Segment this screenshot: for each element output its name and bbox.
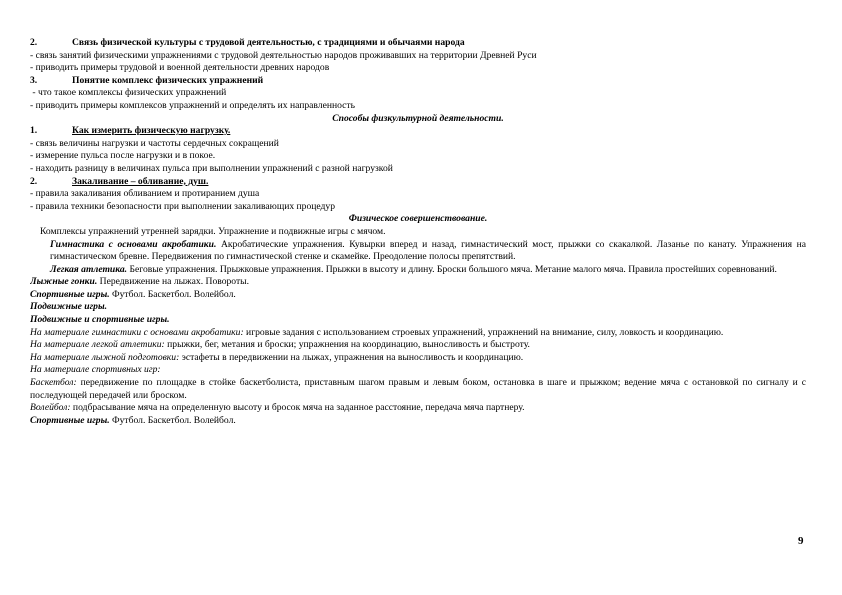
- paragraph-volleyball: [30, 402, 806, 415]
- topic-heading-1: [30, 125, 806, 138]
- paragraph-label: На материале легкой атлетики:: [30, 339, 165, 351]
- topic-heading-2b: [30, 176, 806, 189]
- topic-heading-2: [30, 37, 806, 50]
- topic-number: 1.: [30, 125, 38, 137]
- list-item: - что такое комплексы физических упражнений: [30, 87, 227, 99]
- paragraph-label: Гимнастика с основами акробатики.: [50, 238, 217, 250]
- paragraph-label: На материале лыжной подготовки:: [30, 351, 180, 363]
- list-item: - измерение пульса после нагрузки и в покое.: [30, 150, 216, 162]
- list-item: - связь занятий физическими упражнениями с трудовой деятельностью народов проживавших на территории Древней Руси: [30, 49, 537, 61]
- topic-title: Связь физической культуры с трудовой деятельностью, с традициями и обычаями народа: [72, 37, 465, 48]
- paragraph-label: Волейбол:: [30, 402, 71, 414]
- section-title-methods: Способы физкультурной деятельности.: [332, 112, 504, 124]
- topic-title: Понятие комплекс физических упражнений: [72, 74, 264, 86]
- topic-number: 2.: [30, 175, 38, 187]
- paragraph-text: эстафеты в передвижении на лыжах, упражнения на выносливость и координацию.: [179, 351, 524, 363]
- topic-number: 3.: [30, 74, 38, 86]
- paragraph-text: Беговые упражнения. Прыжковые упражнения. Прыжки в высоту и длину. Броски большого мяча. Метание малого мяча. Правила простейших соревнований.: [127, 263, 777, 275]
- page-number: 9: [798, 535, 804, 547]
- list-item: - правила закаливания обливанием и протиранием душа: [30, 188, 260, 200]
- list-item: - приводить примеры трудовой и военной деятельности древних народов: [30, 62, 330, 74]
- paragraph-sport-games-final: [30, 415, 806, 428]
- list-item: - правила техники безопасности при выполнении закаливающих процедур: [30, 200, 336, 212]
- topic-title: Как измерить физическую нагрузку.: [72, 125, 231, 137]
- list-item: - находить разницу в величинах пульса при выполнении упражнений с разной нагрузкой: [30, 162, 393, 174]
- paragraph-gymnastics-games: [30, 327, 806, 340]
- paragraph-text: подбрасывание мяча на определенную высоту и бросок мяча на заданное расстояние, передача мяча партнеру.: [70, 402, 525, 414]
- paragraph-text: прыжки, бег, метания и броски; упражнения на координацию, выносливость и быстроту.: [164, 339, 530, 351]
- subheading-outdoor-sport-games: Подвижные и спортивные игры.: [30, 314, 170, 326]
- paragraph-sport-games: [30, 289, 806, 302]
- document-body: [30, 37, 806, 427]
- subheading-sport-games-material: На материале спортивных игр:: [30, 364, 161, 376]
- paragraph-ski-games: [30, 352, 806, 365]
- paragraph-skiing: [30, 276, 806, 289]
- section-title-improvement: Физическое совершенствование.: [348, 213, 488, 225]
- paragraph-text: Акробатические упражнения. Кувырки вперед и назад, гимнастический мост, прыжки со скакалкой. Лазанье по канату. Упражнения на гимнастическом бревне. Передвижения по гимнастической стенке и скамейке. Преодоление полосы препятствий.: [50, 238, 806, 263]
- paragraph-text: Передвижение на лыжах. Повороты.: [97, 276, 250, 288]
- paragraph-text: Футбол. Баскетбол. Волейбол.: [109, 288, 236, 300]
- topic-number: 2.: [30, 37, 38, 48]
- paragraph-label: Спортивные игры.: [30, 414, 110, 426]
- paragraph-text: игровые задания с использованием строевых упражнений, упражнений на внимание, силу, ловкость и координацию.: [243, 326, 724, 338]
- paragraph-athletics-games: [30, 339, 806, 352]
- paragraph: Комплексы упражнений утренней зарядки. Упражнение и подвижные игры с мячом.: [40, 225, 386, 237]
- paragraph-text: Футбол. Баскетбол. Волейбол.: [109, 414, 236, 426]
- list-item: - приводить примеры комплексов упражнений и определять их направленность: [30, 99, 355, 111]
- list-item: - связь величины нагрузки и частоты сердечных сокращений: [30, 137, 279, 149]
- subheading-outdoor-games: Подвижные игры.: [30, 301, 108, 313]
- paragraph-gymnastics: [30, 239, 806, 264]
- paragraph-basketball: [30, 377, 806, 402]
- paragraph-athletics: [30, 264, 806, 277]
- topic-heading-3: [30, 75, 806, 88]
- topic-title: Закаливание – обливание, душ.: [72, 175, 209, 187]
- paragraph-label: Спортивные игры.: [30, 288, 110, 300]
- paragraph-label: Легкая атлетика.: [50, 263, 128, 275]
- paragraph-label: Лыжные гонки.: [30, 276, 98, 288]
- paragraph-label: Баскетбол:: [30, 377, 77, 389]
- paragraph-text: передвижение по площадке в стойке баскетболиста, приставным шагом правым и левым боком, остановка в шаге и прыжком; ведение мяча с остановкой по сигналу и с последующей передачей или броском.: [30, 377, 806, 401]
- paragraph-label: На материале гимнастики с основами акробатики:: [30, 326, 244, 338]
